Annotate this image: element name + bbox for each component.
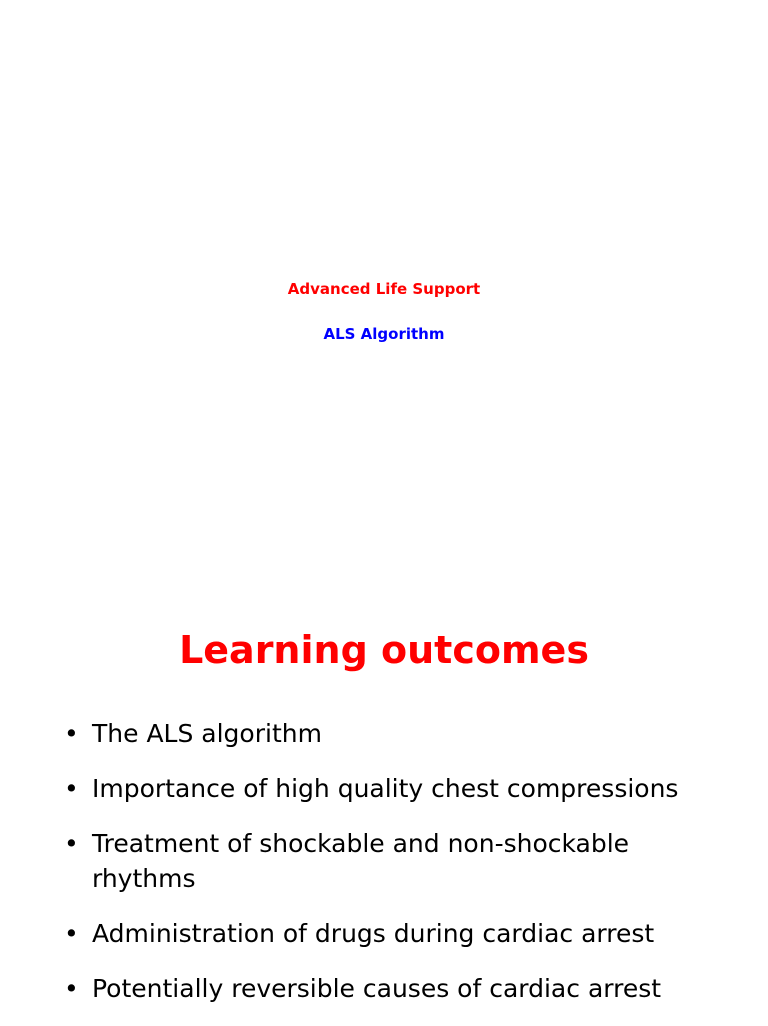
bullet-dot-icon: • — [64, 829, 79, 858]
list-item-text: The ALS algorithm — [92, 719, 322, 748]
learning-outcomes-slide — [0, 576, 768, 1024]
outcomes-list — [0, 716, 768, 1026]
list-item-text: Treatment of shockable and non-shockable rhythms — [92, 829, 630, 893]
bullet-dot-icon: • — [64, 974, 79, 1003]
list-item-text: Importance of high quality chest compressions — [92, 774, 679, 803]
presentation-title: Advanced Life Support — [287, 280, 481, 298]
bullet-dot-icon: • — [64, 919, 79, 948]
list-item — [0, 971, 768, 1006]
presentation-subtitle: ALS Algorithm — [323, 325, 445, 343]
list-item — [0, 716, 768, 751]
list-item-text: Administration of drugs during cardiac arrest — [92, 919, 655, 948]
slide-title: Learning outcomes — [179, 628, 589, 672]
bullet-dot-icon: • — [64, 774, 79, 803]
list-item-text: Potentially reversible causes of cardiac arrest — [92, 974, 662, 1003]
list-item — [0, 826, 768, 896]
list-item — [0, 771, 768, 806]
bullet-dot-icon: • — [64, 719, 79, 748]
list-item — [0, 916, 768, 951]
